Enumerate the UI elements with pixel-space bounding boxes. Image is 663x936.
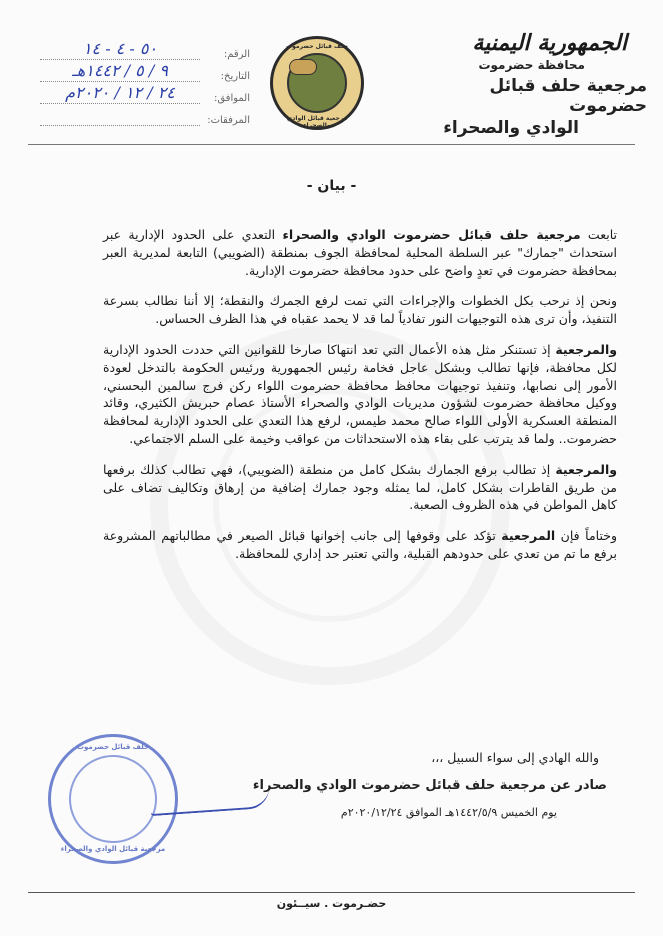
authority-name: مرجعية حلف قبائل حضرموت: [489, 76, 647, 116]
paragraph: والمرجعية إذ تستنكر مثل هذه الأعمال التي تعد انتهاكا صارخا للقوانين التي حددت الحدود الإدارية لكل محافظة، فإنها تطالب وبشكل عاجل فخامة رئيس الجمهورية ورئيس الحكومة بالتدخل لعودة الأمور إلى نصابها، وتنفيذ توجيهات محافظ محافظة حضرموت اللواء ركن فرج سالمين البحسني، ووكيل محافظة حضرموت لشؤون مديريات الوادي والصحراء الأستاذ عصام حبريش الكثيري، وقائد المنطقة العسكرية الأولى اللواء صالح محمد طيمس، لرفع هذا التعدي على الحدود الإدارية لمحافظة حضرموت.. ولما قد يترتب على بقاء هذه الاستحداثات من عواقب وخيمة على السلم الاجتماعي.: [103, 341, 617, 446]
field-value: ٢٤ / ١٢ / ٢٠٢٠م: [40, 83, 200, 104]
governorate-name: محافظة حضرموت: [478, 58, 585, 72]
field-value: ٥٠ - ٤ - ١٤: [40, 39, 200, 60]
field-label: التاريخ:: [220, 71, 250, 82]
paragraph: وختاماً فإن المرجعية تؤكد على وقوفها إلى جانب إخوانها قبائل الصيعر في مطالباتهم المشروعة برفع ما تم من تعدي على حدودهم القبلية، والتي تعتبر حد إداري للمحافظة.: [103, 528, 617, 561]
field-number: [40, 38, 250, 60]
region-name: الوادي والصحراء: [443, 118, 579, 138]
header-divider: [28, 144, 635, 145]
footer-divider: [28, 892, 635, 893]
field-label: المرفقات:: [207, 115, 250, 126]
stamp-top-text: حلف قبائل حضرموت: [76, 743, 150, 751]
stamp-dagger-icon: [69, 755, 157, 843]
letterhead: [407, 30, 647, 138]
logo-top-text: حلف قبائل حضرموت: [286, 43, 348, 50]
reference-fields: [40, 38, 250, 126]
document-title: - بيان -: [306, 178, 357, 194]
statement-body: [103, 226, 617, 576]
field-value: [40, 105, 200, 126]
closing-line: والله الهادي إلى سواء السبيل ،،،: [431, 750, 599, 765]
paragraph: تابعت مرجعية حلف قبائل حضرموت الوادي والصحراء التعدي على الحدود الإدارية عبر استحداث "جمارك" عبر السلطة المحلية لمحافظة الجوف بمنطقة (الضويبي) التابعة لمديرية العبر بمحافظة حضرموت في تعدٍ واضح على حدود محافظة حضرموت الإدارية.: [103, 227, 618, 278]
footer-location: حضـرموت . سيــئون: [276, 897, 387, 910]
paragraph: ونحن إذ نرحب بكل الخطوات والإجراءات التي تمت لرفع الجمرك والنقطة؛ إلا أننا نطالب بسرعة التنفيذ، وأن ترى هذه التوجيهات النور تفادياً لما قد لا يحمد عقباه في هذا الظرف الحساس.: [103, 293, 617, 327]
stamp-bottom-text: مرجعية قبائل الوادي والصحراء: [60, 845, 166, 853]
paragraph: والمرجعية إذ تطالب برفع الجمارك بشكل كامل من منطقة (الضويبي)، فهي تطالب كذلك برفعها من طريق القاطرات بشكل كامل، لما يمثله وجود جمارك إضافية من إرهاق وتكاليف تضاف على كاهل المواطن في هذه الظروف الصعبة.: [103, 461, 617, 513]
handshake-icon: [289, 59, 317, 75]
republic-name: الجمهورية اليمنية: [472, 30, 627, 56]
emblem-logo: [270, 36, 364, 130]
field-label: الموافق:: [213, 93, 250, 104]
issuer-line: صادر عن مرجعية حلف قبائل حضرموت الوادي والصحراء: [252, 778, 607, 793]
logo-bottom-text: مرجعية قبائل الوادي والصحراء: [286, 115, 348, 129]
field-value: ٩ / ٥ / ١٤٤٢هـ: [40, 61, 200, 82]
date-line: يوم الخميس ١٤٤٢/٥/٩هـ الموافق ٢٠٢٠/١٢/٢٤م: [340, 806, 557, 819]
field-label: الرقم:: [223, 49, 250, 60]
field-date: [40, 60, 250, 82]
field-corresponding: [40, 82, 250, 104]
field-attachments: [40, 104, 250, 126]
